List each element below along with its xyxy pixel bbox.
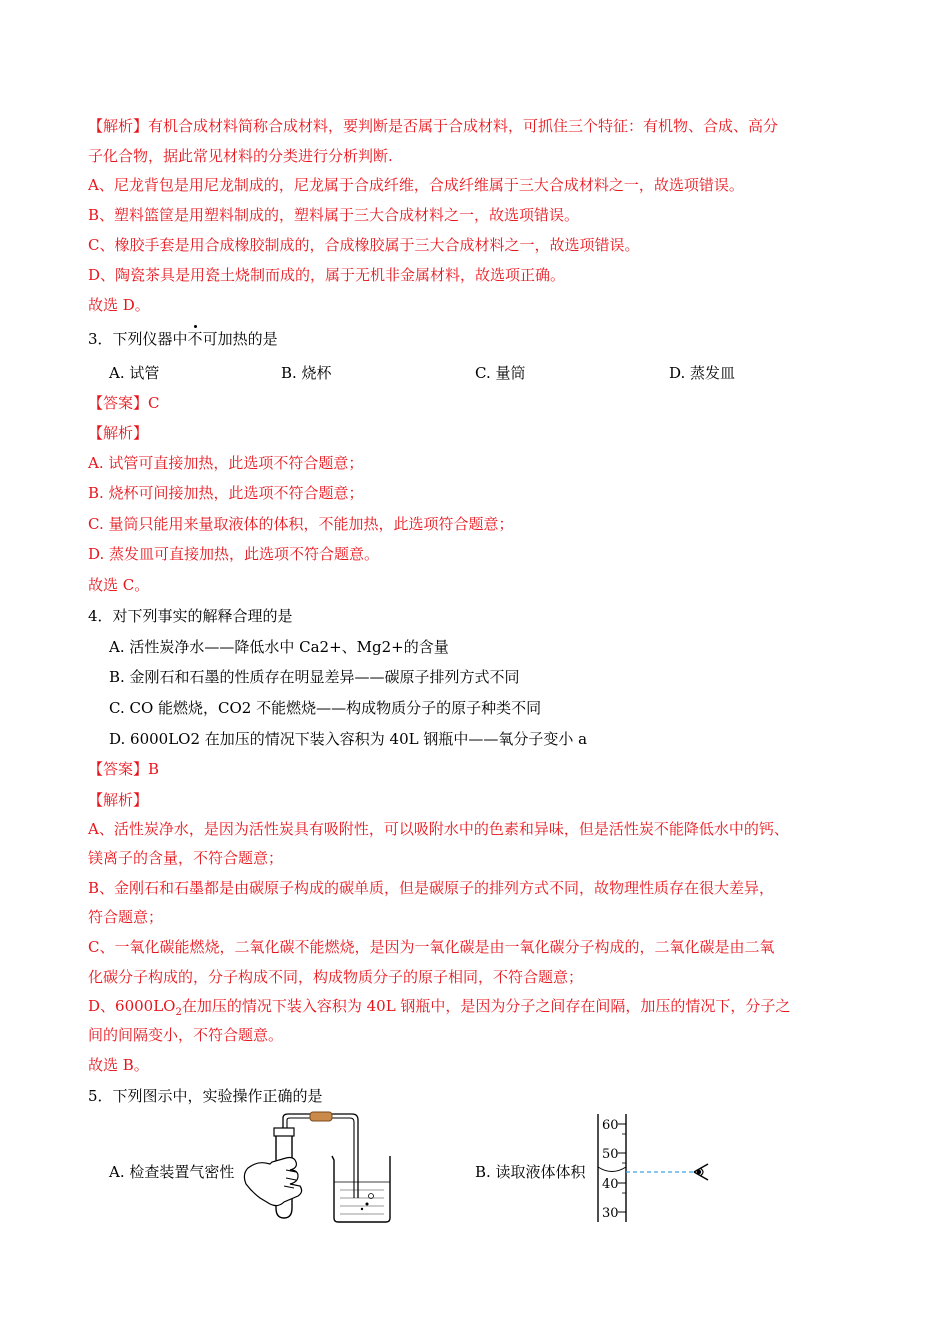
q2-analysis-line1: 【解析】有机合成材料简称合成材料，要判断是否属于合成材料，可抓住三个特征：有机物、合成、高分 [88, 117, 779, 135]
q3-analysis-label: 【解析】 [88, 424, 149, 442]
graduated-cylinder-figure [596, 1112, 716, 1224]
q4-analysis-c1: C、一氧化碳能燃烧，二氧化碳不能燃烧，是因为一氧化碳是由一氧化碳分子构成的，二氧化碳是由二氧 [88, 938, 775, 956]
q2-analysis-a: A、尼龙背包是用尼龙制成的，尼龙属于合成纤维，合成纤维属于三大合成材料之一，故选项错误。 [88, 176, 744, 194]
airtightness-apparatus-figure [240, 1112, 395, 1224]
q4-option-c: C. CO 能燃烧，CO2 不能燃烧——构成物质分子的原子种类不同 [109, 699, 542, 717]
q4-analysis-d1: D、$6000LO_2$在加压的情况下装入容积为 40L 钢瓶中，是因为分子之间存在间隔，加压的情况下，分子之 [88, 997, 791, 1018]
q4-choice: 故选 B。 [88, 1056, 149, 1074]
eye-icon [694, 1164, 708, 1180]
q2-analysis-line2: 子化合物，据此常见材料的分类进行分析判断. [88, 147, 393, 165]
q3-choice: 故选 C。 [88, 576, 150, 594]
q3-option-c: C. 量筒 [475, 364, 526, 382]
q3-answer: 【答案】C [88, 394, 160, 412]
q4-analysis-c2: 化碳分子构成的，分子构成不同，构成物质分子的原子相同，不符合题意； [88, 968, 584, 986]
q4-analysis-d2: 间的间隔变小，不符合题意。 [88, 1026, 284, 1044]
q4-stem: 4．对下列事实的解释合理的是 [88, 607, 293, 625]
tick-label-40: 40 [602, 1177, 619, 1192]
tick-label-50: 50 [602, 1147, 619, 1162]
q5-option-b: B. 读取液体体积 [475, 1163, 586, 1181]
q3-stem: 3．下列仪器中不可加热的是 [88, 330, 278, 348]
q4-option-d: D. 6000LO2 在加压的情况下装入容积为 40L 钢瓶中——氧分子变小 a [109, 730, 588, 748]
tick-label-30: 30 [602, 1206, 619, 1221]
q3-option-d: D. 蒸发皿 [669, 364, 736, 382]
q5-stem: 5．下列图示中，实验操作正确的是 [88, 1087, 323, 1105]
q4-analysis-b2: 符合题意； [88, 908, 164, 926]
q4-option-a: A. 活性炭净水——降低水中 Ca2+、Mg2+的含量 [109, 638, 449, 656]
q4-option-b: B. 金刚石和石墨的性质存在明显差异——碳原子排列方式不同 [109, 668, 520, 686]
q4-analysis-a2: 镁离子的含量，不符合题意； [88, 849, 284, 867]
q3-analysis-c: C. 量筒只能用来量取液体的体积，不能加热，此选项符合题意； [88, 515, 514, 533]
q2-analysis-c: C、橡胶手套是用合成橡胶制成的，合成橡胶属于三大合成材料之一，故选项错误。 [88, 236, 640, 254]
q2-analysis-b: B、塑料篮筐是用塑料制成的，塑料属于三大合成材料之一，故选项错误。 [88, 206, 580, 224]
tick-label-60: 60 [602, 1118, 619, 1133]
q5-option-a: A. 检查装置气密性 [109, 1163, 235, 1181]
q2-analysis-d: D、陶瓷茶具是用瓷土烧制而成的，属于无机非金属材料，故选项正确。 [88, 266, 566, 284]
q2-choice: 故选 D。 [88, 296, 150, 314]
q3-emphasis: 不 [187, 330, 203, 348]
q4-answer: 【答案】B [88, 760, 160, 778]
q3-analysis-a: A. 试管可直接加热，此选项不符合题意； [88, 454, 364, 472]
q4-analysis-a1: A、活性炭净水，是因为活性炭具有吸附性，可以吸附水中的色素和异味，但是活性炭不能降低水中的钙、 [88, 820, 789, 838]
q3-analysis-b: B. 烧杯可间接加热，此选项不符合题意； [88, 484, 364, 502]
q4-analysis-label: 【解析】 [88, 791, 149, 809]
q3-option-a: A. 试管 [109, 364, 160, 382]
q3-option-b: B. 烧杯 [281, 364, 332, 382]
q3-analysis-d: D. 蒸发皿可直接加热，此选项不符合题意。 [88, 545, 380, 563]
q4-analysis-b1: B、金刚石和石墨都是由碳原子构成的碳单质，但是碳原子的排列方式不同，故物理性质存在很大差异， [88, 879, 775, 897]
